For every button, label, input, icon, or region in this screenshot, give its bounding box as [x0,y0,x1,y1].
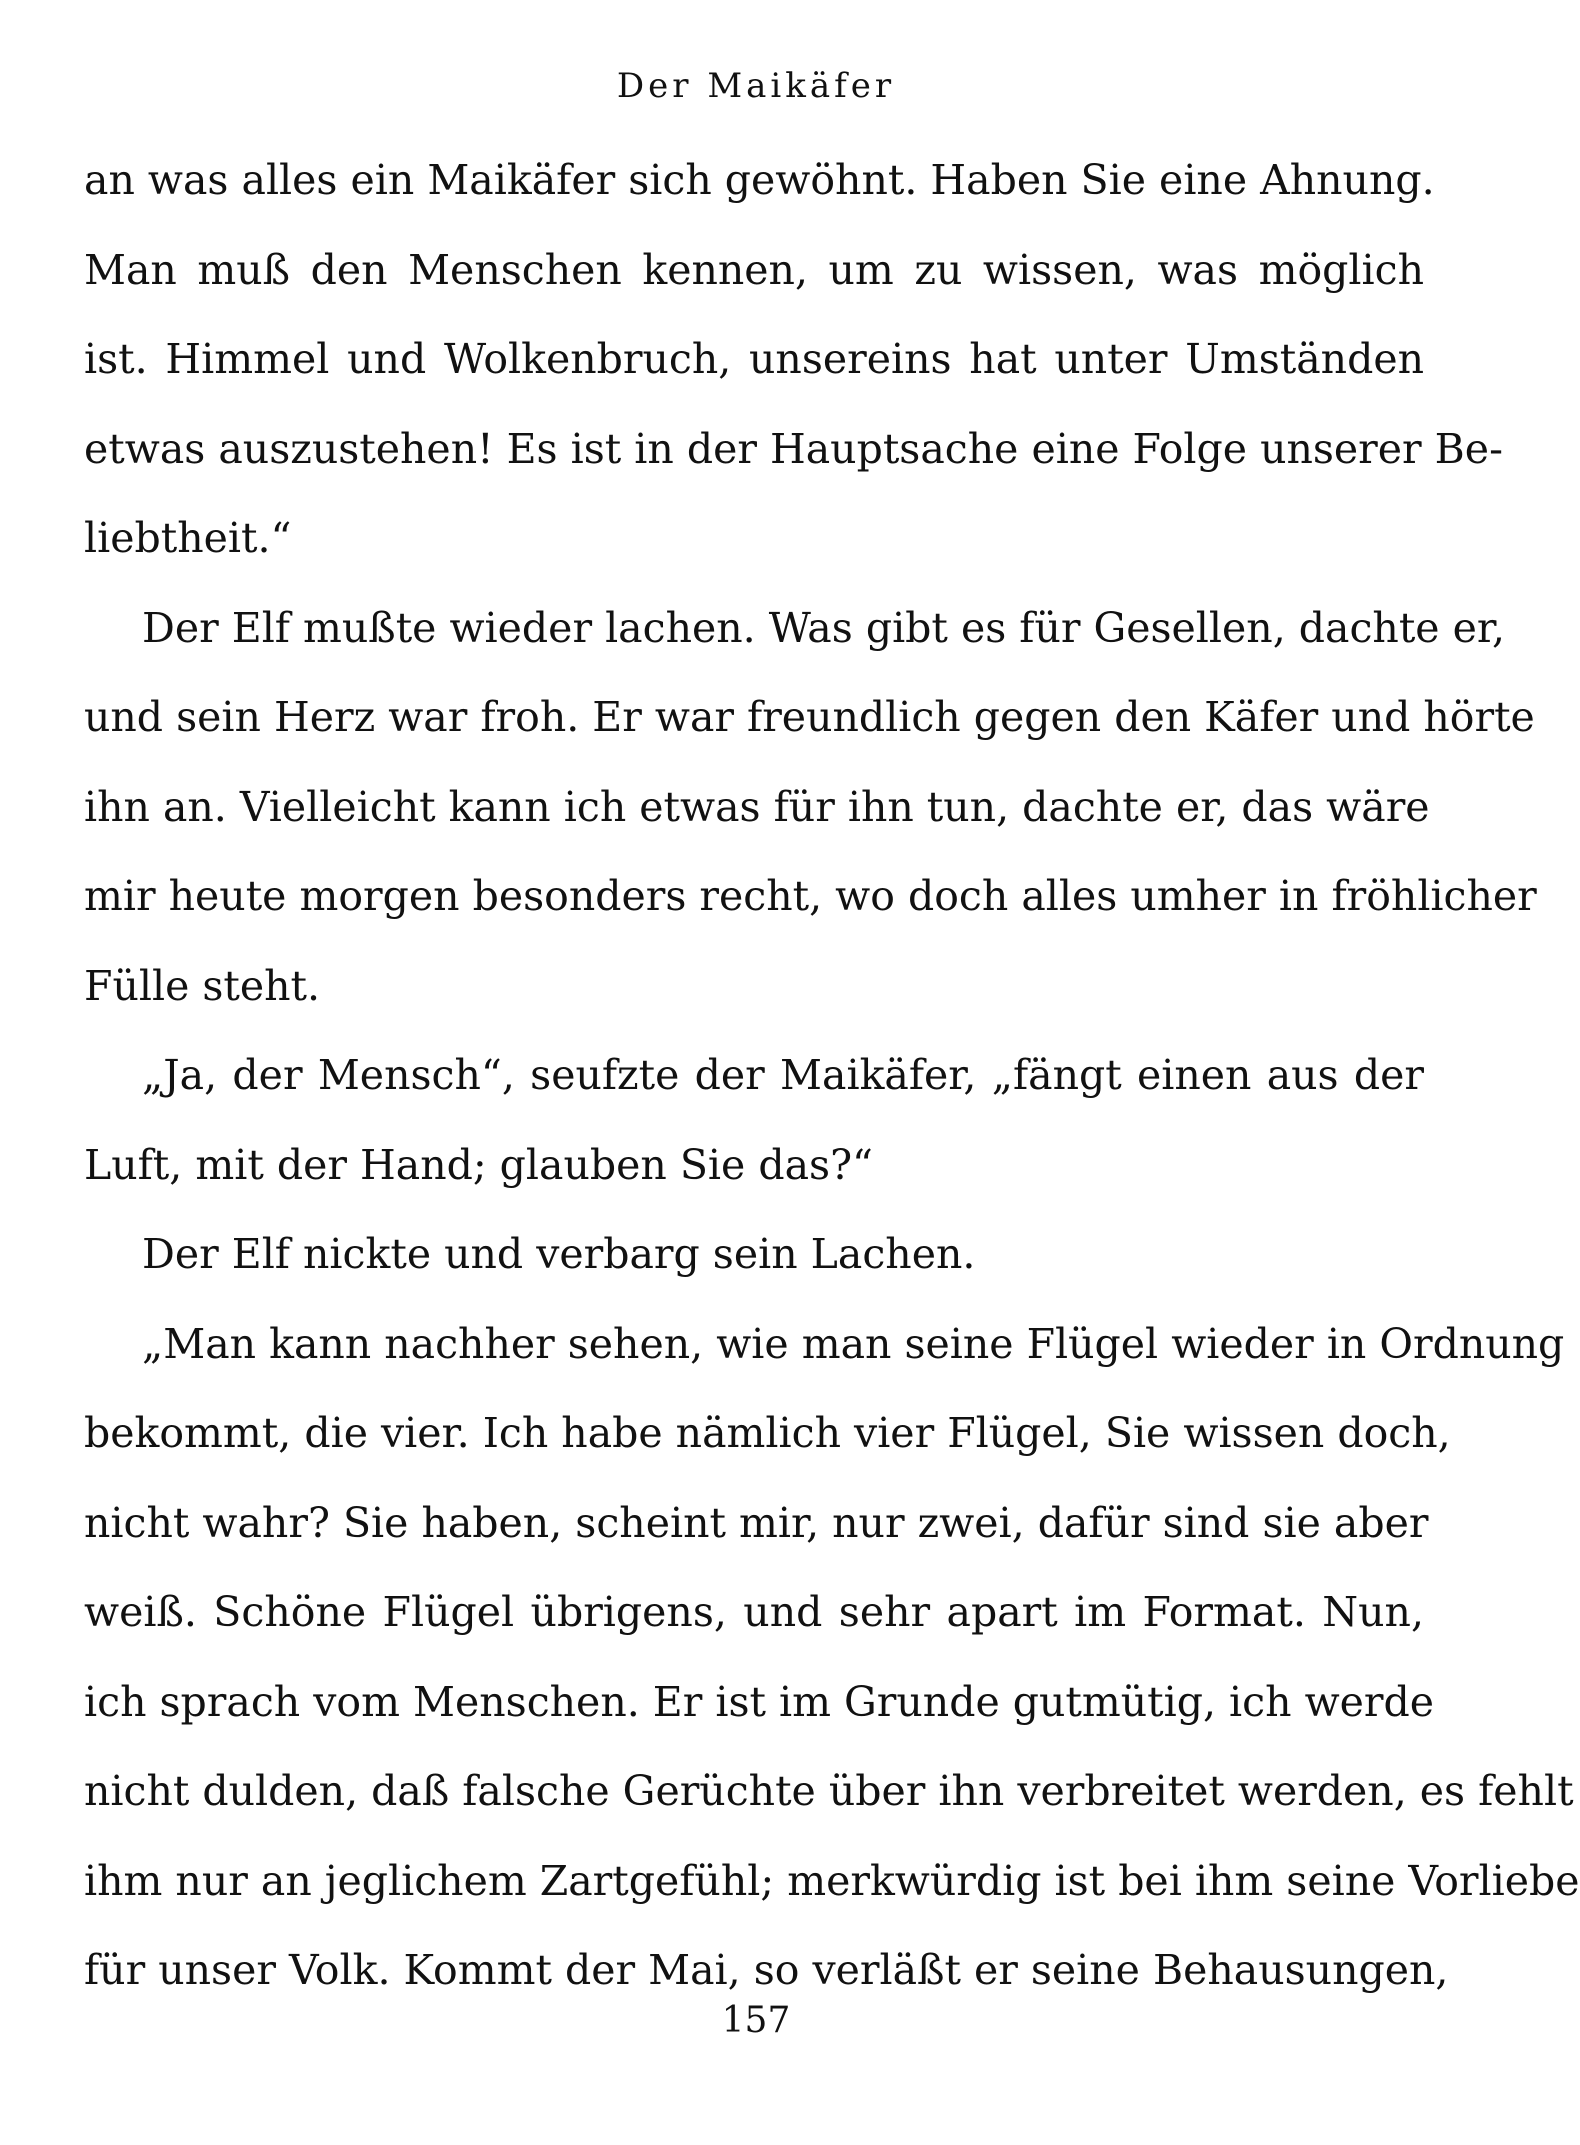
text-line: nicht wahr? Sie haben, scheint mir, nur zwei, dafür sind sie aber [84,1498,1429,1547]
text-line: an was alles ein Maikäfer sich gewöhnt. Haben Sie eine Ahnung. [84,156,1435,204]
text-line: bekommt, die vier. Ich habe nämlich vier Flügel, Sie wissen doch, [84,1409,1451,1457]
text-line: Luft, mit der Hand; glauben Sie das?“ [84,1140,874,1189]
text-line: etwas auszustehen! Es ist in der Hauptsache eine Folge unserer Be- [84,424,1503,473]
body-text [84,150,1580,2030]
text-line: „Man kann nachher sehen, wie man seine Flügel wieder in Ordnung [142,1319,1565,1368]
text-line: nicht dulden, daß falsche Gerüchte über ihn verbreitet werden, es fehlt [84,1767,1574,1815]
text-line: Fülle steht. [84,961,321,1010]
text-line: ich sprach vom Menschen. Er ist im Grunde gutmütig, ich werde [84,1677,1435,1726]
text-line: Der Elf nickte und verbarg sein Lachen. [142,1230,976,1278]
text-line: für unser Volk. Kommt der Mai, so verläßt er seine Behausungen, [84,1946,1449,1994]
text-line: ihn an. Vielleicht kann ich etwas für ihn tun, dachte er, das wäre [84,782,1430,831]
text-line: mir heute morgen besonders recht, wo doch alles umher in fröhlicher [84,872,1537,920]
text-line: und sein Herz war froh. Er war freundlich gegen den Käfer und hörte [84,693,1535,741]
text-line: Man muß den Menschen kennen, um zu wissen, was möglich [84,245,1424,294]
text-line: liebtheit.“ [84,514,292,562]
text-line: ist. Himmel und Wolkenbruch, unsereins hat unter Umständen [84,335,1424,383]
text-line: weiß. Schöne Flügel übrigens, und sehr apart im Format. Nun, [84,1588,1424,1636]
text-line: „Ja, der Mensch“, seufzte der Maikäfer, „fängt einen aus der [142,1051,1424,1099]
page-number: 157 [721,2000,791,2041]
text-line: Der Elf mußte wieder lachen. Was gibt es für Gesellen, dachte er, [142,603,1505,652]
text-line: ihm nur an jeglichem Zartgefühl; merkwürdig ist bei ihm seine Vorliebe [84,1856,1580,1905]
running-head: Der Maikäfer [616,66,896,106]
